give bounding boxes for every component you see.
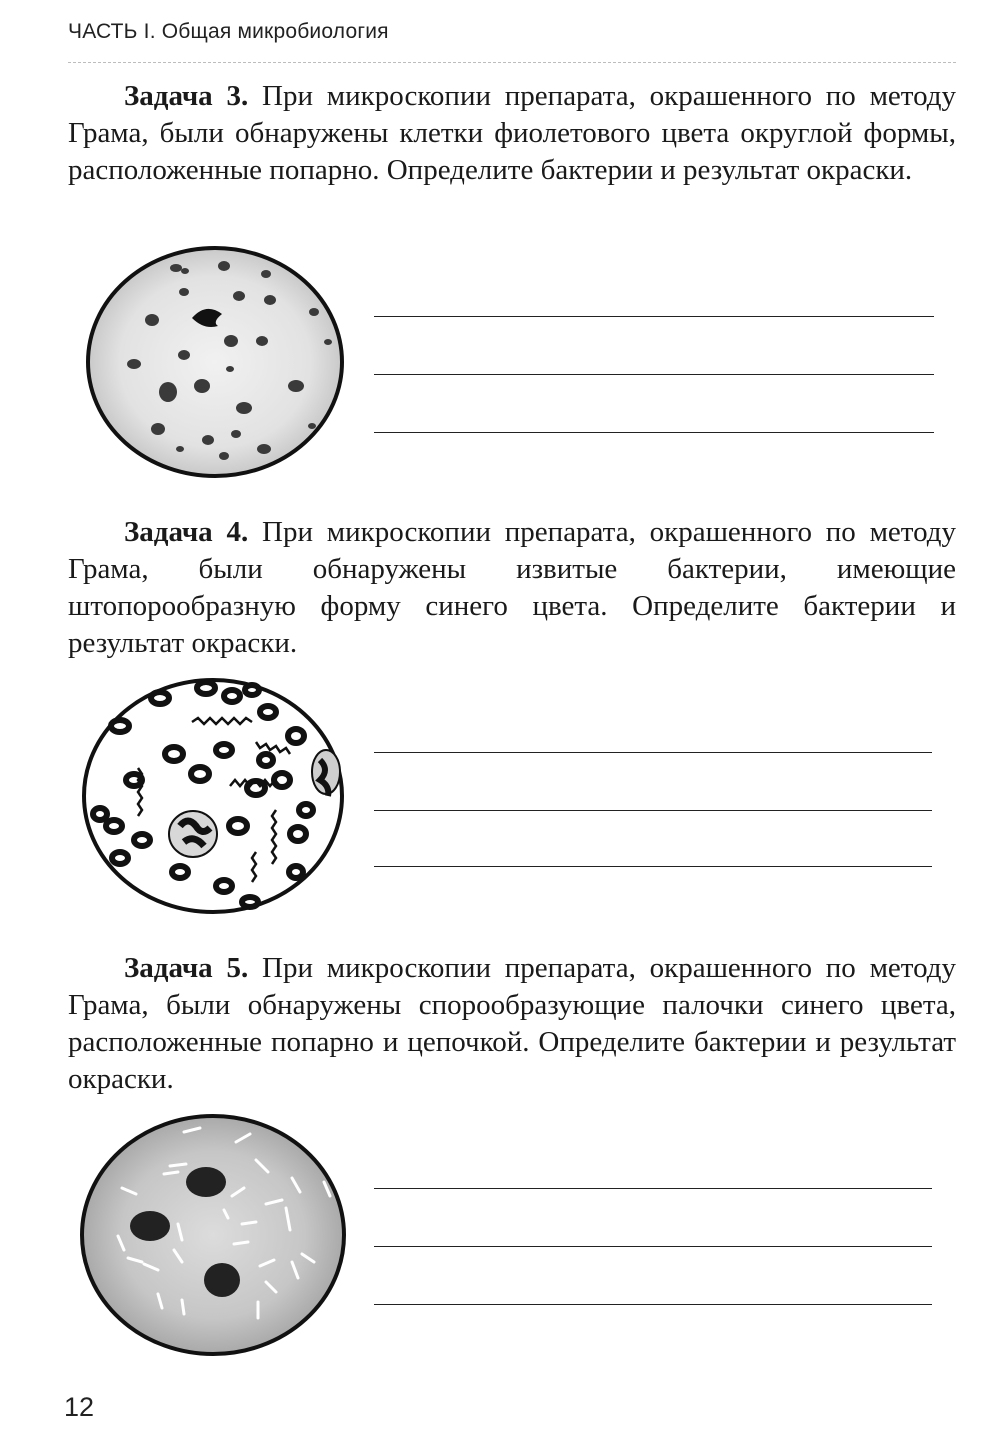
answer-line[interactable]: [374, 1304, 932, 1305]
page-number: 12: [64, 1392, 95, 1422]
task-4-label: Задача 4.: [124, 516, 249, 548]
task-5-label: Задача 5.: [124, 952, 249, 984]
answer-line[interactable]: [374, 374, 934, 375]
header-divider: [68, 62, 956, 63]
microscope-field-spirochetes-image: [80, 676, 346, 916]
answer-line[interactable]: [374, 432, 934, 433]
running-header: ЧАСТЬ I. Общая микробиология: [68, 20, 389, 43]
task-4-text: При микроскопии препарата, окрашенного по методу Грама, были обнаружены извитые бактерии, имеющие штопорообразную форму синего цвета. Определите бактерии и результат окраски.: [68, 516, 957, 659]
microscope-field-bacilli-image: [78, 1112, 348, 1358]
task-3-label: Задача 3.: [124, 80, 249, 112]
task-5: [68, 950, 956, 1098]
answer-line[interactable]: [374, 316, 934, 317]
microscope-field-diplococci-image: [84, 244, 346, 480]
answer-line[interactable]: [374, 866, 932, 867]
task-3-text: При микроскопии препарата, окрашенного по методу Грама, были обнаружены клетки фиолетового цвета округлой формы, расположенные попарно. Определите бактерии и результат окраски.: [68, 80, 957, 186]
task-5-text: При микроскопии препарата, окрашенного по методу Грама, были обнаружены спорообразующие палочки синего цвета, расположенные попарно и цепочкой. Определите бактерии и результат окраски.: [68, 952, 957, 1095]
answer-line[interactable]: [374, 752, 932, 753]
answer-line[interactable]: [374, 810, 932, 811]
answer-line[interactable]: [374, 1188, 932, 1189]
task-3: [68, 78, 956, 189]
task-4: [68, 514, 956, 662]
answer-line[interactable]: [374, 1246, 932, 1247]
